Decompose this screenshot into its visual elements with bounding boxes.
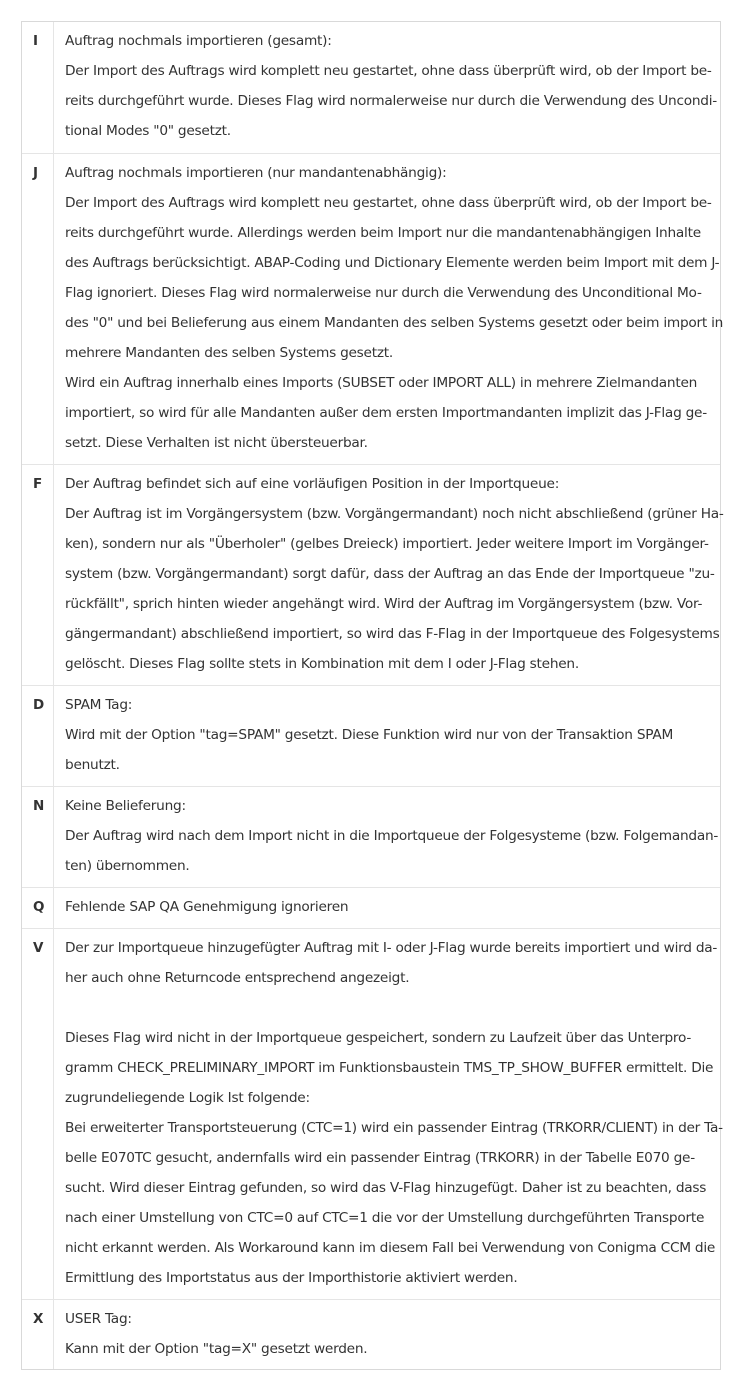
flag-description — [54, 22, 720, 153]
flag-key: N — [22, 787, 54, 887]
flag-table — [21, 21, 724, 1370]
flag-key: V — [22, 929, 54, 1299]
flag-key: F — [22, 465, 54, 685]
description-line: Wird mit der Option "tag=SPAM" gesetzt. Diese Funktion wird nur von der Transaktion SPAM — [65, 727, 674, 743]
description-line: ken), sondern nur als "Überholer" (gelbes Dreieck) importiert. Jeder weitere Import im Vorgänger- — [65, 536, 709, 552]
description-line: nicht erkannt werden. Als Workaround kann im diesem Fall bei Verwendung von Conigma CCM die — [65, 1240, 716, 1256]
description-line: ten) übernommen. — [65, 858, 190, 874]
flag-key: D — [22, 686, 54, 786]
description-line: system (bzw. Vorgängermandant) sorgt dafür, dass der Auftrag an das Ende der Importqueue "zu- — [65, 566, 715, 582]
description-line: Auftrag nochmals importieren (nur mandantenabhängig): — [65, 165, 447, 181]
description-line: Kann mit der Option "tag=X" gesetzt werden. — [65, 1341, 368, 1357]
table-row — [22, 22, 720, 153]
description-line: des "0" und bei Belieferung aus einem Mandanten des selben Systems gesetzt oder beim import in — [65, 315, 724, 331]
flag-description — [54, 1300, 720, 1369]
table-row — [22, 786, 720, 887]
description-line: USER Tag: — [65, 1311, 132, 1327]
flag-description — [54, 686, 720, 786]
description-line: Der Auftrag befindet sich auf eine vorläufigen Position in der Importqueue: — [65, 476, 560, 492]
description-line — [65, 993, 712, 1023]
description-line: Wird ein Auftrag innerhalb eines Imports (SUBSET oder IMPORT ALL) in mehrere Zielmandanten — [65, 375, 698, 391]
table-row — [22, 1299, 720, 1369]
description-line: nach einer Umstellung von CTC=0 auf CTC=1 die vor der Umstellung durchgeführten Transporte — [65, 1210, 705, 1226]
flag-description — [54, 465, 724, 685]
flag-description — [54, 154, 724, 464]
description-line: importiert, so wird für alle Mandanten außer dem ersten Importmandanten implizit das J-Flag ge- — [65, 405, 707, 421]
flag-description — [54, 929, 723, 1299]
table-row — [22, 153, 724, 464]
description-line: Fehlende SAP QA Genehmigung ignorieren — [65, 899, 349, 915]
description-line: reits durchgeführt wurde. Allerdings werden beim Import nur die mandantenabhängigen Inhalte — [65, 225, 701, 241]
description-line: Der Import des Auftrags wird komplett neu gestartet, ohne dass überprüft wird, ob der Import be- — [65, 195, 712, 211]
flag-key: Q — [22, 888, 54, 928]
description-line: gramm CHECK_PRELIMINARY_IMPORT im Funktionsbaustein TMS_TP_SHOW_BUFFER ermittelt. Die — [65, 1060, 714, 1076]
table-row — [22, 887, 720, 928]
flag-key: X — [22, 1300, 54, 1369]
flag-description — [54, 888, 720, 928]
table-row — [22, 928, 723, 1299]
table-row — [22, 464, 724, 685]
description-line: tional Modes "0" gesetzt. — [65, 123, 231, 139]
description-line: her auch ohne Returncode entsprechend angezeigt. — [65, 970, 410, 986]
description-line: Flag ignoriert. Dieses Flag wird normalerweise nur durch die Verwendung des Unconditional Mo- — [65, 285, 702, 301]
description-line: reits durchgeführt wurde. Dieses Flag wird normalerweise nur durch die Verwendung des Uncondi- — [65, 93, 717, 109]
description-line: rückfällt", sprich hinten wieder angehängt wird. Wird der Auftrag im Vorgängersystem (bzw. Vor- — [65, 596, 703, 612]
flag-description — [54, 787, 720, 887]
description-line: SPAM Tag: — [65, 697, 133, 713]
flag-key: I — [22, 22, 54, 153]
description-line: zugrundeliegende Logik Ist folgende: — [65, 1090, 310, 1106]
description-line: Der Auftrag wird nach dem Import nicht in die Importqueue der Folgesysteme (bzw. Folgemandan- — [65, 828, 719, 844]
description-line: sucht. Wird dieser Eintrag gefunden, so wird das V-Flag hinzugefügt. Daher ist zu beachten, dass — [65, 1180, 707, 1196]
description-line: des Auftrags berücksichtigt. ABAP-Coding und Dictionary Elemente werden beim Import mit dem J- — [65, 255, 720, 271]
description-line: Dieses Flag wird nicht in der Importqueue gespeichert, sondern zu Laufzeit über das Unterpro- — [65, 1030, 692, 1046]
description-line: belle E070TC gesucht, andernfalls wird ein passender Eintrag (TRKORR) in der Tabelle E070 ge- — [65, 1150, 695, 1166]
description-line: Ermittlung des Importstatus aus der Importhistorie aktiviert werden. — [65, 1270, 518, 1286]
description-line: gängermandant) abschließend importiert, so wird das F-Flag in der Importqueue des Folgesystems — [65, 626, 720, 642]
description-line: gelöscht. Dieses Flag sollte stets in Kombination mit dem I oder J-Flag stehen. — [65, 656, 579, 672]
table-row — [22, 685, 720, 786]
description-line: Keine Belieferung: — [65, 798, 186, 814]
description-line: setzt. Diese Verhalten ist nicht übersteuerbar. — [65, 435, 368, 451]
description-line: Der zur Importqueue hinzugefügter Auftrag mit I- oder J-Flag wurde bereits importiert und wird da- — [65, 940, 718, 956]
description-line: Der Import des Auftrags wird komplett neu gestartet, ohne dass überprüft wird, ob der Import be- — [65, 63, 712, 79]
description-line: Bei erweiterter Transportsteuerung (CTC=1) wird ein passender Eintrag (TRKORR/CLIENT) in der Ta- — [65, 1120, 723, 1136]
description-line: Auftrag nochmals importieren (gesamt): — [65, 33, 332, 49]
flag-key: J — [22, 154, 54, 464]
description-line: mehrere Mandanten des selben Systems gesetzt. — [65, 345, 393, 361]
description-line: Der Auftrag ist im Vorgängersystem (bzw. Vorgängermandant) noch nicht abschließend (grüner Ha- — [65, 506, 724, 522]
description-line: benutzt. — [65, 757, 120, 773]
